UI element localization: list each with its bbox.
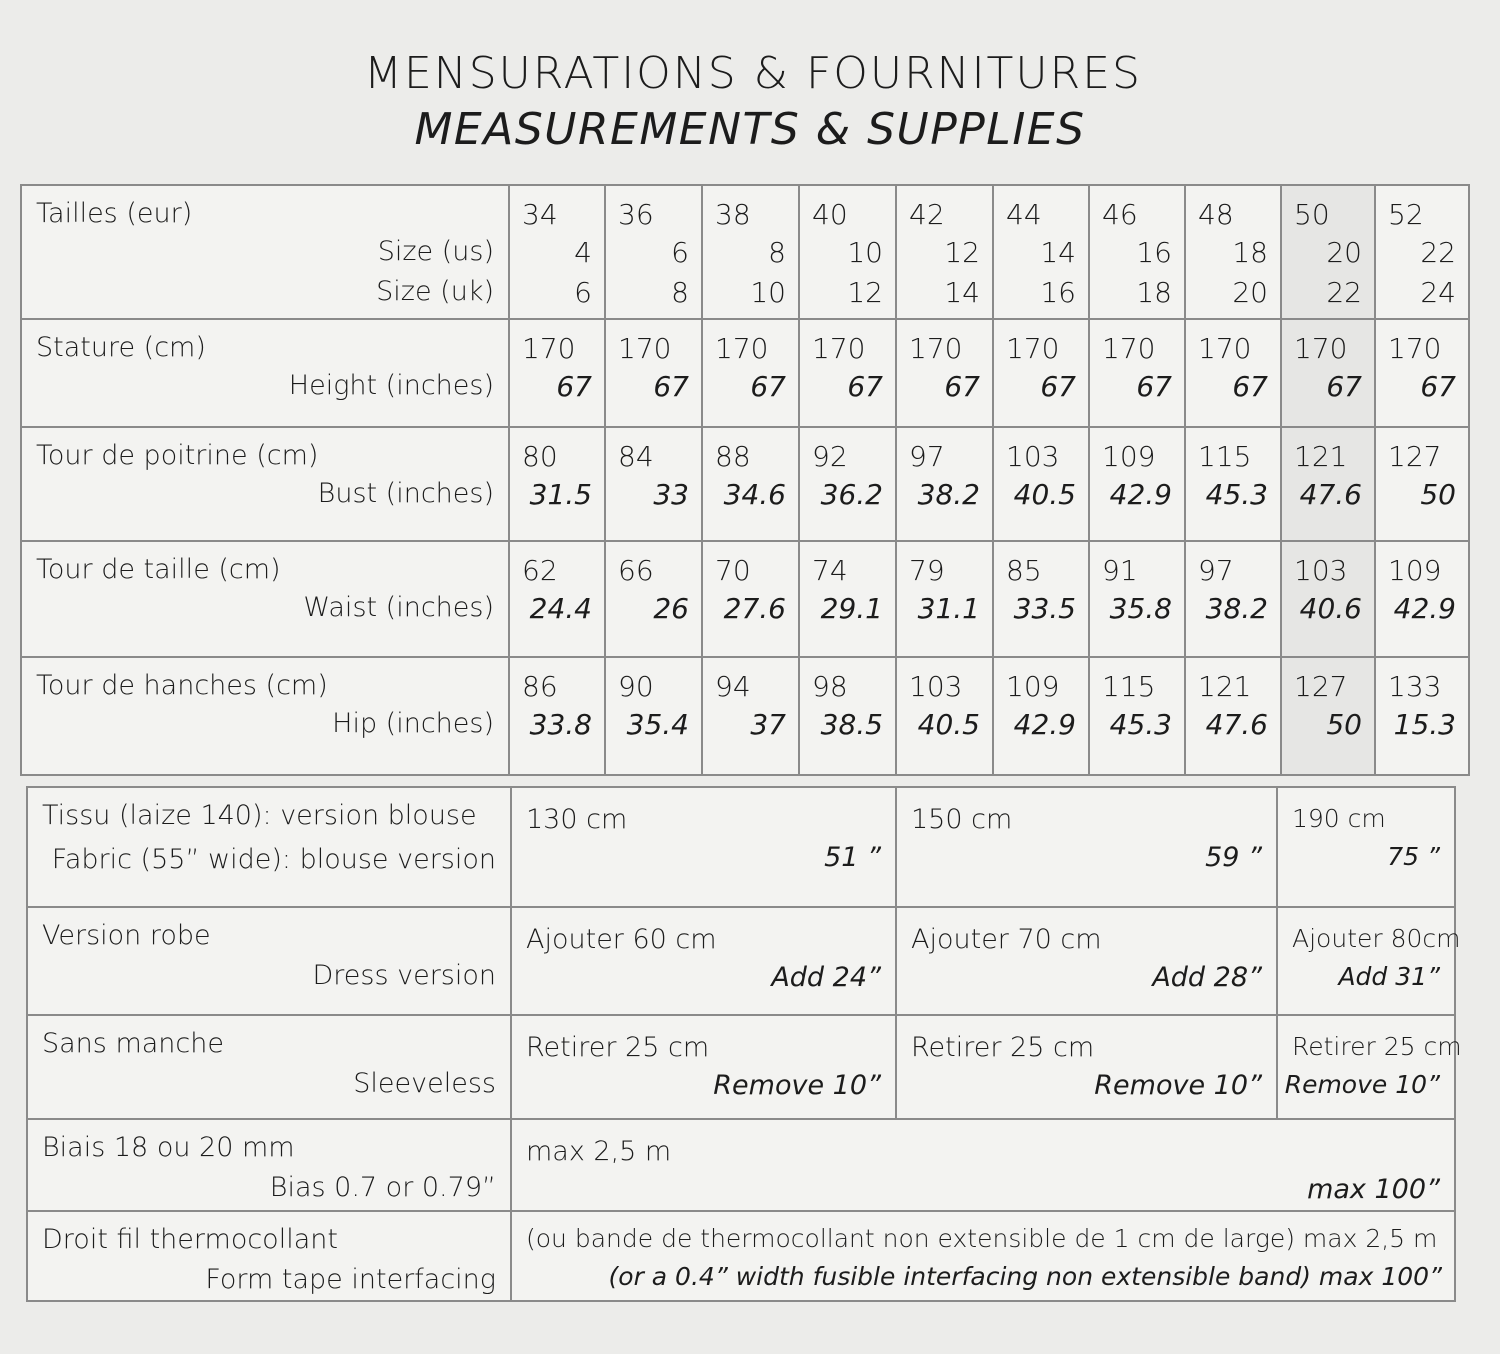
measurement-cell <box>702 541 799 657</box>
value-cm: 170 <box>812 332 866 365</box>
measurement-cell <box>993 657 1089 775</box>
supply-row <box>27 787 1455 907</box>
measurement-cell <box>1185 657 1281 775</box>
size-eur: 46 <box>1102 198 1138 231</box>
page-title-fr: MENSURATIONS & FOURNITURES <box>364 48 1142 99</box>
supply-label-fr: Sans manche <box>42 1028 224 1059</box>
measurement-cell <box>1089 427 1185 541</box>
measurement-cell <box>1089 319 1185 427</box>
size-us: 10 <box>847 236 883 269</box>
value-cm: 79 <box>909 554 945 587</box>
value-cm: 127 <box>1294 670 1348 703</box>
supply-value-imperial: Remove 10” <box>713 1070 881 1101</box>
measurement-cell <box>1281 541 1375 657</box>
measurement-cell <box>1089 657 1185 775</box>
supply-value-cell <box>511 787 896 907</box>
value-cm: 109 <box>1102 440 1156 473</box>
value-inches: 47.6 <box>1205 708 1268 741</box>
size-us: 8 <box>768 236 786 269</box>
size-eur: 36 <box>618 198 654 231</box>
supply-label-en: Fabric (55” wide): blouse version <box>51 844 496 875</box>
size-uk: 22 <box>1326 276 1362 309</box>
size-us: 4 <box>574 236 592 269</box>
measurement-cell <box>605 657 702 775</box>
supply-value-metric: Retirer 25 cm <box>526 1032 710 1063</box>
value-cm: 170 <box>715 332 769 365</box>
size-cell <box>1185 185 1281 319</box>
measurement-cell <box>702 427 799 541</box>
supply-label-fr: Tissu (laize 140): version blouse <box>42 800 477 831</box>
value-cm: 86 <box>522 670 558 703</box>
supply-value-imperial: Add 31” <box>1338 962 1440 991</box>
measurement-cell <box>1281 657 1375 775</box>
value-cm: 97 <box>909 440 945 473</box>
measurement-row <box>21 319 1469 427</box>
value-inches: 35.4 <box>626 708 689 741</box>
measurement-cell <box>1281 319 1375 427</box>
measurement-cell <box>605 541 702 657</box>
value-inches: 34.6 <box>723 478 786 511</box>
measurement-cell <box>605 427 702 541</box>
value-inches: 38.5 <box>820 708 883 741</box>
measurement-label-cell <box>21 427 509 541</box>
value-cm: 62 <box>522 554 558 587</box>
supply-label-cell <box>27 1211 511 1301</box>
supply-value-metric: 190 cm <box>1292 804 1386 833</box>
measurement-cell <box>799 657 896 775</box>
supply-value-metric: max 2,5 m <box>526 1136 672 1167</box>
size-label-cell <box>21 185 509 319</box>
supply-value-metric: Ajouter 60 cm <box>526 924 717 955</box>
size-us-label: Size (us) <box>377 236 494 267</box>
value-cm: 70 <box>715 554 751 587</box>
value-cm: 109 <box>1006 670 1060 703</box>
size-uk: 24 <box>1420 276 1456 309</box>
measurement-label-fr: Stature (cm) <box>36 332 206 363</box>
value-inches: 15.3 <box>1393 708 1456 741</box>
measurement-cell <box>993 319 1089 427</box>
supply-value-cell <box>896 787 1277 907</box>
supply-value-metric: Retirer 25 cm <box>911 1032 1095 1063</box>
size-cell <box>702 185 799 319</box>
size-eur: 34 <box>522 198 558 231</box>
measurement-cell <box>1281 427 1375 541</box>
value-cm: 94 <box>715 670 751 703</box>
value-cm: 66 <box>618 554 654 587</box>
measurement-cell <box>896 541 993 657</box>
value-cm: 170 <box>909 332 963 365</box>
size-cell <box>605 185 702 319</box>
supply-label-en: Bias 0.7 or 0.79” <box>269 1172 496 1203</box>
measurement-cell <box>1185 541 1281 657</box>
supply-label-en: Dress version <box>312 960 496 991</box>
measurement-cell <box>896 427 993 541</box>
value-inches: 33.8 <box>529 708 592 741</box>
size-uk-label: Size (uk) <box>376 276 494 307</box>
size-us: 6 <box>671 236 689 269</box>
measurement-label-en: Hip (inches) <box>332 708 494 739</box>
value-inches: 67 <box>1040 370 1076 403</box>
supply-value-imperial: 51 ” <box>824 842 881 873</box>
supply-label-fr: Version robe <box>42 920 211 951</box>
value-cm: 103 <box>1294 554 1348 587</box>
value-inches: 67 <box>847 370 883 403</box>
measurement-cell <box>509 427 605 541</box>
supply-value-cell <box>511 1119 1455 1211</box>
supply-label-cell <box>27 907 511 1015</box>
size-cell <box>993 185 1089 319</box>
size-cell <box>1375 185 1469 319</box>
supply-value-metric: 150 cm <box>911 804 1013 835</box>
supply-label-cell <box>27 1119 511 1211</box>
supply-value-imperial: Remove 10” <box>1284 1070 1440 1099</box>
size-cell <box>1281 185 1375 319</box>
measurement-cell <box>1375 427 1469 541</box>
supply-label-en: Form tape interfacing <box>205 1264 496 1295</box>
supply-value-imperial: 75 ” <box>1387 842 1440 871</box>
measurement-cell <box>1375 541 1469 657</box>
measurement-label-en: Bust (inches) <box>317 478 494 509</box>
measurement-cell <box>993 541 1089 657</box>
value-cm: 170 <box>618 332 672 365</box>
supply-row <box>27 1015 1455 1119</box>
value-cm: 109 <box>1388 554 1442 587</box>
value-inches: 67 <box>556 370 592 403</box>
value-cm: 170 <box>1006 332 1060 365</box>
measurement-row <box>21 657 1469 775</box>
measurement-label-cell <box>21 319 509 427</box>
measurement-cell <box>509 541 605 657</box>
value-cm: 170 <box>522 332 576 365</box>
size-row <box>21 185 1469 319</box>
value-cm: 170 <box>1294 332 1348 365</box>
value-inches: 33 <box>653 478 689 511</box>
value-inches: 40.6 <box>1299 592 1362 625</box>
measurement-label-en: Waist (inches) <box>303 592 494 623</box>
value-inches: 40.5 <box>1013 478 1076 511</box>
supply-value-cell <box>1277 1015 1462 1119</box>
value-inches: 67 <box>1326 370 1362 403</box>
size-uk: 16 <box>1040 276 1076 309</box>
value-cm: 92 <box>812 440 848 473</box>
supply-value-cell <box>511 907 896 1015</box>
supply-value-metric: Retirer 25 cm <box>1292 1032 1462 1061</box>
measurement-cell <box>799 319 896 427</box>
value-inches: 67 <box>653 370 689 403</box>
measurement-cell <box>799 427 896 541</box>
value-inches: 47.6 <box>1299 478 1362 511</box>
value-cm: 74 <box>812 554 848 587</box>
supply-value-imperial: Add 24” <box>771 962 881 993</box>
size-eur: 40 <box>812 198 848 231</box>
supply-label-fr: Biais 18 ou 20 mm <box>42 1132 295 1163</box>
measurement-cell <box>799 541 896 657</box>
value-cm: 84 <box>618 440 654 473</box>
supply-value-imperial: (or a 0.4” width fusible interfacing non extensible band) max 100” <box>608 1262 1442 1291</box>
measurement-label-en: Height (inches) <box>288 370 494 401</box>
measurement-cell <box>509 657 605 775</box>
value-inches: 24.4 <box>529 592 592 625</box>
value-inches: 67 <box>944 370 980 403</box>
size-uk: 8 <box>671 276 689 309</box>
supply-row <box>27 1211 1455 1301</box>
size-us: 12 <box>944 236 980 269</box>
measurement-label-cell <box>21 541 509 657</box>
size-eur-label: Tailles (eur) <box>36 198 193 229</box>
value-cm: 90 <box>618 670 654 703</box>
value-inches: 38.2 <box>1205 592 1268 625</box>
supply-value-cell <box>896 1015 1277 1119</box>
measurement-cell <box>896 657 993 775</box>
supply-value-cell <box>1277 907 1461 1015</box>
measurement-label-fr: Tour de hanches (cm) <box>36 670 328 701</box>
size-uk: 10 <box>750 276 786 309</box>
value-cm: 85 <box>1006 554 1042 587</box>
value-cm: 80 <box>522 440 558 473</box>
measurements-table <box>20 184 1470 776</box>
supply-value-imperial: Add 28” <box>1152 962 1262 993</box>
value-inches: 27.6 <box>723 592 786 625</box>
size-eur: 44 <box>1006 198 1042 231</box>
size-cell <box>896 185 993 319</box>
supply-label-cell <box>27 787 511 907</box>
measurement-label-cell <box>21 657 509 775</box>
value-inches: 45.3 <box>1109 708 1172 741</box>
value-inches: 67 <box>1232 370 1268 403</box>
value-inches: 33.5 <box>1013 592 1076 625</box>
value-cm: 103 <box>1006 440 1060 473</box>
size-us: 16 <box>1136 236 1172 269</box>
supply-value-metric: Ajouter 70 cm <box>911 924 1102 955</box>
value-inches: 42.9 <box>1109 478 1172 511</box>
value-inches: 50 <box>1326 708 1362 741</box>
size-cell <box>1089 185 1185 319</box>
value-inches: 42.9 <box>1393 592 1456 625</box>
measurement-cell <box>605 319 702 427</box>
measurement-cell <box>1089 541 1185 657</box>
value-inches: 67 <box>1420 370 1456 403</box>
size-us: 18 <box>1232 236 1268 269</box>
supply-value-imperial: Remove 10” <box>1094 1070 1262 1101</box>
measurement-row <box>21 427 1469 541</box>
supply-value-cell <box>1277 787 1455 907</box>
value-cm: 170 <box>1198 332 1252 365</box>
measurement-cell <box>1375 657 1469 775</box>
size-uk: 20 <box>1232 276 1268 309</box>
value-inches: 31.1 <box>917 592 980 625</box>
value-cm: 133 <box>1388 670 1442 703</box>
size-us: 20 <box>1326 236 1362 269</box>
value-cm: 170 <box>1388 332 1442 365</box>
value-inches: 29.1 <box>820 592 883 625</box>
value-inches: 38.2 <box>917 478 980 511</box>
value-cm: 98 <box>812 670 848 703</box>
measurement-cell <box>509 319 605 427</box>
supply-value-metric: 130 cm <box>526 804 628 835</box>
value-cm: 127 <box>1388 440 1442 473</box>
measurement-cell <box>993 427 1089 541</box>
supply-label-fr: Droit fil thermocollant <box>42 1224 338 1255</box>
value-inches: 50 <box>1420 478 1456 511</box>
size-uk: 6 <box>574 276 592 309</box>
supply-value-metric: (ou bande de thermocollant non extensible de 1 cm de large) max 2,5 m <box>526 1224 1438 1253</box>
value-cm: 121 <box>1198 670 1252 703</box>
measurement-cell <box>1185 427 1281 541</box>
measurement-cell <box>702 319 799 427</box>
value-cm: 103 <box>909 670 963 703</box>
size-eur: 48 <box>1198 198 1234 231</box>
size-uk: 12 <box>847 276 883 309</box>
supply-value-cell <box>896 907 1277 1015</box>
size-cell <box>509 185 605 319</box>
supply-value-cell <box>511 1015 896 1119</box>
value-cm: 115 <box>1102 670 1156 703</box>
value-inches: 67 <box>1136 370 1172 403</box>
size-uk: 14 <box>944 276 980 309</box>
size-eur: 52 <box>1388 198 1424 231</box>
size-eur: 50 <box>1294 198 1330 231</box>
size-us: 14 <box>1040 236 1076 269</box>
value-cm: 88 <box>715 440 751 473</box>
supply-value-metric: Ajouter 80cm <box>1292 924 1461 953</box>
value-inches: 26 <box>653 592 689 625</box>
value-inches: 45.3 <box>1205 478 1268 511</box>
size-cell <box>799 185 896 319</box>
value-inches: 67 <box>750 370 786 403</box>
measurement-cell <box>702 657 799 775</box>
measurement-cell <box>1185 319 1281 427</box>
value-inches: 35.8 <box>1109 592 1172 625</box>
supply-row <box>27 1119 1455 1211</box>
value-cm: 170 <box>1102 332 1156 365</box>
supplies-table <box>26 786 1462 1302</box>
value-inches: 36.2 <box>820 478 883 511</box>
value-cm: 121 <box>1294 440 1348 473</box>
size-us: 22 <box>1420 236 1456 269</box>
measurement-label-fr: Tour de taille (cm) <box>36 554 281 585</box>
size-eur: 42 <box>909 198 945 231</box>
measurement-label-fr: Tour de poitrine (cm) <box>36 440 319 471</box>
measurement-cell <box>896 319 993 427</box>
value-inches: 42.9 <box>1013 708 1076 741</box>
size-uk: 18 <box>1136 276 1172 309</box>
measurement-cell <box>1375 319 1469 427</box>
supply-label-cell <box>27 1015 511 1119</box>
value-cm: 91 <box>1102 554 1138 587</box>
page-title-en: MEASUREMENTS & SUPPLIES <box>414 104 1086 155</box>
measurement-row <box>21 541 1469 657</box>
supply-row <box>27 907 1455 1015</box>
size-eur: 38 <box>715 198 751 231</box>
value-cm: 115 <box>1198 440 1252 473</box>
value-inches: 40.5 <box>917 708 980 741</box>
value-inches: 37 <box>750 708 786 741</box>
supply-value-imperial: max 100” <box>1307 1174 1440 1205</box>
supply-value-imperial: 59 ” <box>1205 842 1262 873</box>
supply-label-en: Sleeveless <box>353 1068 496 1099</box>
value-inches: 31.5 <box>529 478 592 511</box>
supply-value-cell <box>511 1211 1455 1301</box>
value-cm: 97 <box>1198 554 1234 587</box>
